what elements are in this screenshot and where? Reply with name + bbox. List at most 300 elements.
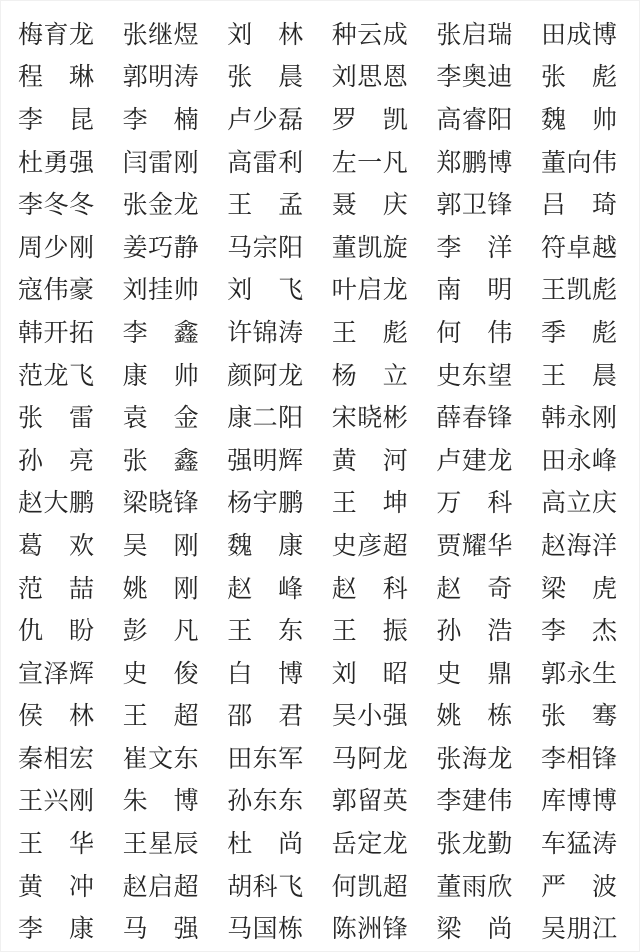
- name-cell: [227, 744, 304, 773]
- name-character: 冲: [68, 872, 94, 901]
- name-character: 科: [252, 872, 278, 901]
- name-cell: [540, 744, 617, 773]
- name-character: 张: [227, 63, 253, 92]
- name-character: 建: [461, 787, 487, 816]
- name-character: 刚: [68, 233, 94, 262]
- name-cell: [18, 65, 94, 90]
- name-character: 锋: [173, 489, 199, 518]
- name-character: 田: [540, 446, 566, 475]
- name-character: 高: [227, 148, 253, 177]
- name-character: 东: [252, 744, 278, 773]
- name-character: 科: [382, 574, 408, 603]
- name-character: 博: [566, 787, 592, 816]
- name-character: 彪: [382, 318, 408, 347]
- name-character: 凯: [357, 872, 383, 901]
- name-character: 利: [278, 148, 304, 177]
- name-cell: [436, 406, 512, 431]
- name-character: 阳: [278, 233, 304, 262]
- name-character: 史: [122, 659, 148, 688]
- name-cell: [540, 318, 617, 347]
- name-character: 博: [487, 148, 513, 177]
- name-cell: [436, 574, 513, 603]
- name-character: 挂: [148, 276, 174, 305]
- name-character: 范: [18, 574, 44, 603]
- name-cell: [227, 872, 304, 901]
- name-cell: [227, 318, 304, 347]
- name-character: 育: [43, 20, 69, 49]
- name-cell: [436, 744, 513, 773]
- name-character: 金: [173, 404, 199, 433]
- name-character: 郭: [436, 191, 462, 220]
- name-character: 王: [122, 702, 148, 731]
- name-cell: [122, 744, 199, 773]
- name-cell: [331, 148, 408, 177]
- name-cell: [436, 233, 513, 262]
- name-character: 雷: [252, 148, 278, 177]
- name-character: 张: [122, 191, 148, 220]
- name-cell: [227, 832, 303, 857]
- name-character: 贾: [436, 531, 462, 560]
- name-character: 华: [487, 531, 513, 560]
- name-character: 彪: [591, 276, 617, 305]
- name-character: 恩: [382, 63, 408, 92]
- name-character: 康: [227, 404, 253, 433]
- name-character: 晓: [357, 404, 383, 433]
- name-cell: [436, 659, 513, 688]
- name-character: 宋: [331, 404, 357, 433]
- name-character: 瑞: [487, 20, 513, 49]
- name-character: 岳: [331, 830, 357, 859]
- name-grid: [1, 1, 639, 951]
- name-cell: [122, 105, 199, 134]
- name-character: 韩: [540, 404, 566, 433]
- name-cell: [436, 789, 512, 814]
- name-cell: [540, 446, 617, 475]
- name-character: 仇: [18, 617, 44, 646]
- name-character: 少: [43, 233, 69, 262]
- name-cell: [436, 917, 512, 942]
- name-character: 鹏: [278, 489, 304, 518]
- name-character: 刘: [331, 63, 357, 92]
- name-character: 王: [18, 830, 44, 859]
- name-character: 磊: [278, 105, 304, 134]
- name-cell: [332, 278, 408, 303]
- name-cell: [332, 491, 408, 516]
- name-cell: [18, 361, 94, 390]
- name-character: 孟: [278, 191, 304, 220]
- name-character: 尚: [487, 915, 513, 944]
- name-cell: [123, 619, 199, 644]
- name-character: 波: [591, 872, 617, 901]
- name-character: 龙: [43, 361, 69, 390]
- name-character: 彦: [357, 531, 383, 560]
- name-character: 何: [331, 872, 357, 901]
- name-character: 超: [382, 872, 408, 901]
- name-character: 王: [227, 191, 253, 220]
- name-character: 继: [148, 20, 174, 49]
- name-character: 锋: [487, 191, 513, 220]
- name-character: 涛: [278, 318, 304, 347]
- name-character: 秦: [18, 744, 44, 773]
- name-cell: [122, 446, 199, 475]
- name-character: 鹏: [461, 148, 487, 177]
- name-character: 庆: [382, 191, 408, 220]
- name-character: 二: [252, 404, 278, 433]
- name-character: 晓: [148, 489, 174, 518]
- name-character: 刚: [173, 531, 199, 560]
- name-character: 史: [436, 361, 462, 390]
- name-character: 强: [227, 446, 253, 475]
- name-cell: [122, 531, 199, 560]
- name-character: 英: [382, 787, 408, 816]
- name-character: 李: [18, 191, 44, 220]
- name-cell: [540, 233, 617, 262]
- name-character: 侯: [18, 702, 44, 731]
- name-character: 康: [122, 361, 148, 390]
- name-character: 王: [331, 318, 357, 347]
- name-character: 周: [18, 233, 44, 262]
- name-character: 明: [148, 63, 174, 92]
- name-character: 永: [566, 446, 592, 475]
- name-character: 博: [591, 20, 617, 49]
- name-cell: [123, 704, 199, 729]
- name-cell: [18, 704, 94, 729]
- name-character: 成: [382, 20, 408, 49]
- name-character: 永: [566, 659, 592, 688]
- name-character: 梁: [540, 574, 566, 603]
- name-cell: [123, 193, 199, 218]
- name-character: 生: [591, 659, 617, 688]
- name-character: 雷: [148, 148, 174, 177]
- name-character: 赵: [227, 574, 253, 603]
- name-character: 峰: [278, 574, 304, 603]
- name-character: 王: [331, 617, 357, 646]
- name-character: 迪: [487, 63, 513, 92]
- name-character: 昆: [68, 105, 94, 134]
- name-cell: [331, 574, 408, 603]
- name-cell: [436, 278, 512, 303]
- name-cell: [122, 361, 199, 390]
- name-character: 帅: [173, 276, 199, 305]
- name-character: 季: [540, 318, 566, 347]
- name-character: 强: [382, 702, 408, 731]
- name-character: 王: [122, 830, 148, 859]
- name-cell: [122, 20, 199, 49]
- name-character: 何: [436, 318, 462, 347]
- name-cell: [227, 105, 304, 134]
- name-character: 振: [382, 617, 408, 646]
- name-character: 鹏: [68, 489, 94, 518]
- name-character: 亮: [68, 446, 94, 475]
- name-character: 张: [436, 20, 462, 49]
- name-character: 王: [331, 489, 357, 518]
- name-character: 寇: [18, 276, 44, 305]
- name-cell: [541, 193, 617, 218]
- name-character: 程: [18, 63, 44, 92]
- name-character: 宗: [252, 233, 278, 262]
- name-character: 刘: [331, 659, 357, 688]
- name-character: 启: [461, 20, 487, 49]
- name-character: 赵: [18, 489, 44, 518]
- name-character: 王: [18, 787, 44, 816]
- name-cell: [331, 20, 408, 49]
- name-character: 黄: [18, 872, 44, 901]
- name-cell: [540, 148, 617, 177]
- name-character: 左: [331, 148, 357, 177]
- name-character: 高: [436, 105, 462, 134]
- name-cell: [331, 318, 408, 347]
- name-cell: [227, 446, 304, 475]
- name-character: 永: [566, 404, 592, 433]
- name-cell: [541, 832, 617, 857]
- name-cell: [332, 406, 408, 431]
- name-character: 云: [357, 20, 383, 49]
- name-character: 龙: [68, 20, 94, 49]
- name-cell: [18, 406, 94, 431]
- name-character: 董: [436, 872, 462, 901]
- name-character: 开: [43, 318, 69, 347]
- name-character: 林: [68, 702, 94, 731]
- name-character: 江: [591, 915, 617, 944]
- name-character: 杨: [227, 489, 253, 518]
- name-cell: [436, 619, 512, 644]
- name-character: 朱: [122, 787, 148, 816]
- name-character: 冬: [68, 191, 94, 220]
- name-character: 锋: [591, 744, 617, 773]
- name-cell: [331, 446, 408, 475]
- name-cell: [332, 832, 408, 857]
- name-character: 伟: [43, 276, 69, 305]
- name-character: 超: [173, 702, 199, 731]
- name-character: 吴: [540, 915, 566, 944]
- name-character: 伟: [591, 148, 617, 177]
- name-character: 王: [540, 276, 566, 305]
- name-character: 闫: [122, 148, 148, 177]
- name-cell: [18, 574, 94, 603]
- name-cell: [227, 148, 304, 177]
- name-character: 泽: [43, 659, 69, 688]
- name-cell: [331, 361, 408, 390]
- name-character: 姜: [122, 233, 148, 262]
- name-cell: [18, 872, 94, 901]
- name-cell: [122, 872, 199, 901]
- name-character: 史: [436, 659, 462, 688]
- name-cell: [123, 65, 199, 90]
- name-character: 罗: [331, 105, 357, 134]
- name-cell: [122, 318, 199, 347]
- name-character: 李: [18, 915, 44, 944]
- name-character: 韩: [18, 318, 44, 347]
- name-character: 猛: [566, 830, 592, 859]
- name-character: 骞: [591, 702, 617, 731]
- name-character: 龙: [382, 744, 408, 773]
- name-character: 梁: [122, 489, 148, 518]
- name-character: 李: [436, 233, 462, 262]
- name-character: 尚: [278, 830, 304, 859]
- name-cell: [18, 446, 94, 475]
- name-cell: [436, 318, 513, 347]
- name-character: 胡: [227, 872, 253, 901]
- name-cell: [227, 574, 304, 603]
- name-character: 向: [566, 148, 592, 177]
- name-character: 张: [540, 702, 566, 731]
- name-character: 南: [436, 276, 462, 305]
- name-character: 孙: [227, 787, 253, 816]
- name-character: 启: [148, 872, 174, 901]
- name-cell: [436, 704, 512, 729]
- name-cell: [18, 148, 94, 177]
- name-character: 李: [540, 617, 566, 646]
- name-cell: [227, 491, 303, 516]
- name-character: 一: [357, 148, 383, 177]
- name-character: 立: [566, 489, 592, 518]
- name-character: 超: [382, 531, 408, 560]
- name-character: 文: [148, 744, 174, 773]
- name-character: 薛: [436, 404, 462, 433]
- name-character: 定: [357, 830, 383, 859]
- name-cell: [123, 789, 199, 814]
- name-cell: [227, 193, 303, 218]
- name-cell: [227, 361, 304, 390]
- name-character: 昭: [382, 659, 408, 688]
- name-character: 姚: [436, 702, 462, 731]
- name-character: 葛: [18, 531, 44, 560]
- name-cell: [332, 789, 408, 814]
- name-character: 辉: [68, 659, 94, 688]
- name-character: 董: [331, 233, 357, 262]
- name-character: 东: [173, 744, 199, 773]
- name-character: 彬: [382, 404, 408, 433]
- name-character: 赵: [540, 531, 566, 560]
- name-character: 望: [487, 361, 513, 390]
- name-cell: [540, 872, 617, 901]
- name-character: 梅: [18, 20, 44, 49]
- name-character: 康: [278, 531, 304, 560]
- name-cell: [18, 20, 94, 49]
- name-cell: [18, 789, 94, 814]
- name-cell: [227, 917, 303, 942]
- name-cell: [331, 233, 408, 262]
- name-cell: [436, 832, 512, 857]
- name-character: 春: [461, 404, 487, 433]
- name-cell: [332, 917, 408, 942]
- name-cell: [436, 193, 512, 218]
- name-character: 龙: [382, 830, 408, 859]
- name-character: 琳: [68, 63, 94, 92]
- name-character: 星: [148, 830, 174, 859]
- name-cell: [436, 105, 513, 134]
- name-character: 河: [382, 446, 408, 475]
- name-character: 栋: [278, 915, 304, 944]
- name-character: 建: [461, 446, 487, 475]
- name-cell: [123, 491, 199, 516]
- name-character: 吴: [331, 702, 357, 731]
- name-cell: [332, 704, 408, 729]
- name-cell: [122, 574, 199, 603]
- name-character: 帅: [591, 105, 617, 134]
- name-cell: [541, 704, 617, 729]
- name-cell: [331, 872, 408, 901]
- name-cell: [332, 193, 408, 218]
- name-character: 郑: [436, 148, 462, 177]
- name-cell: [227, 619, 303, 644]
- name-cell: [227, 659, 304, 688]
- name-cell: [436, 20, 513, 49]
- name-character: 种: [331, 20, 357, 49]
- name-character: 洋: [591, 531, 617, 560]
- name-character: 张: [540, 63, 566, 92]
- name-cell: [123, 832, 199, 857]
- name-character: 叶: [331, 276, 357, 305]
- name-character: 欢: [68, 531, 94, 560]
- name-cell: [123, 917, 199, 942]
- name-character: 晨: [278, 63, 304, 92]
- name-character: 郭: [540, 659, 566, 688]
- name-character: 军: [278, 744, 304, 773]
- name-character: 阳: [278, 404, 304, 433]
- name-character: 李: [540, 744, 566, 773]
- name-character: 博: [173, 787, 199, 816]
- name-character: 宏: [68, 744, 94, 773]
- name-character: 锦: [252, 318, 278, 347]
- name-character: 浩: [487, 617, 513, 646]
- name-character: 严: [540, 872, 566, 901]
- name-character: 大: [43, 489, 69, 518]
- name-character: 强: [68, 148, 94, 177]
- name-cell: [18, 491, 94, 516]
- name-character: 马: [227, 233, 253, 262]
- name-character: 李: [122, 105, 148, 134]
- name-character: 李: [436, 787, 462, 816]
- name-character: 锋: [382, 915, 408, 944]
- name-character: 煜: [173, 20, 199, 49]
- name-character: 奇: [487, 574, 513, 603]
- name-character: 吕: [540, 191, 566, 220]
- name-character: 峰: [591, 446, 617, 475]
- name-character: 万: [436, 489, 462, 518]
- name-character: 龙: [487, 744, 513, 773]
- name-character: 欣: [487, 872, 513, 901]
- name-character: 李: [18, 105, 44, 134]
- name-character: 宣: [18, 659, 44, 688]
- name-character: 东: [278, 617, 304, 646]
- name-character: 卫: [461, 191, 487, 220]
- name-character: 宇: [252, 489, 278, 518]
- name-character: 辰: [173, 830, 199, 859]
- name-cell: [540, 105, 617, 134]
- name-character: 李: [436, 63, 462, 92]
- name-cell: [227, 789, 303, 814]
- name-cell: [436, 531, 513, 560]
- name-character: 琦: [591, 191, 617, 220]
- name-cell: [227, 65, 303, 90]
- name-character: 彭: [122, 617, 148, 646]
- name-character: 拓: [68, 318, 94, 347]
- name-character: 姚: [122, 574, 148, 603]
- name-cell: [541, 789, 617, 814]
- name-cell: [123, 278, 199, 303]
- name-cell: [541, 278, 617, 303]
- name-character: 彪: [591, 318, 617, 347]
- name-character: 杰: [591, 617, 617, 646]
- name-character: 辉: [278, 446, 304, 475]
- name-character: 魏: [540, 105, 566, 134]
- name-cell: [18, 318, 94, 347]
- name-character: 凯: [357, 233, 383, 262]
- name-character: 赵: [436, 574, 462, 603]
- name-character: 朋: [566, 915, 592, 944]
- name-character: 符: [540, 233, 566, 262]
